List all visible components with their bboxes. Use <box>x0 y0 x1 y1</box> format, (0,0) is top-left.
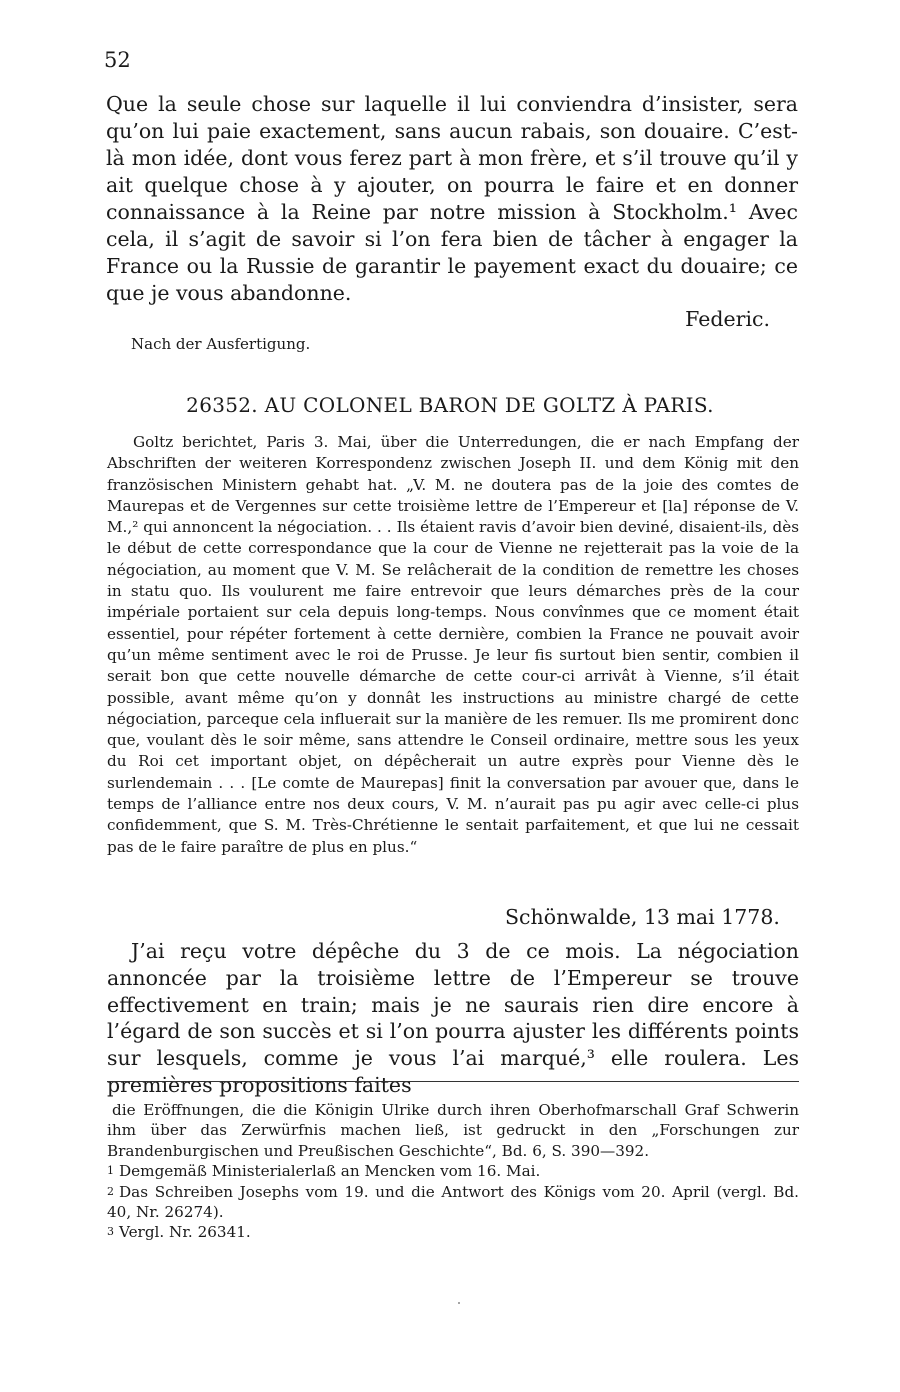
page-number: 52 <box>104 48 131 72</box>
footnote-item <box>107 1182 799 1223</box>
document-summary <box>107 432 799 858</box>
footnote-text: Das Schreiben Josephs vom 19. und die Antwort des Königs vom 20. April (vergl. Bd. 40, Nr. 26274). <box>107 1182 799 1222</box>
footnote-mark: 1 <box>107 1164 114 1178</box>
footnotes <box>107 1100 799 1243</box>
footnote-text: die Eröffnungen, die die Königin Ulrike durch ihren Oberhofmarschall Graf Schwerin ihm über das Zerwürfnis machen ließ, ist gedruckt in den „Forschungen zur Brandenburgischen und Preußischen Geschichte“, Bd. 6, S. 390—392. <box>107 1101 799 1160</box>
footnote-divider <box>107 1081 799 1082</box>
response-paragraph: J’ai reçu votre dépêche du 3 de ce mois. La négociation annoncée par la troisième lettre de l’Empereur se trouve effectivement en train; mais je ne saurais rien dire encore à l’égard de son succès et si l’on pourra ajuster les différents points sur lesquels, comme je vous l’ai marqué,³ elle roulera. Les premières propositions faites <box>107 939 799 1097</box>
page-speck <box>458 1302 460 1304</box>
response-body <box>107 938 799 1099</box>
letter-body-text: Que la seule chose sur laquelle il lui conviendra d’insister, sera qu’on lui paie exactement, sans aucun rabais, son douaire. C’est-là mon idée, dont vous ferez part à mon frère, et s’il trouve qu’il y ait quelque chose à y ajouter, on pourra le faire et en donner connaissance à la Reine par notre mission à Stockholm.¹ Avec cela, il s’agit de savoir si l’on fera bien de tâcher à engager la France ou la Russie de garantir le payement exact du douaire; ce que je vous abandonne. <box>106 92 798 305</box>
letter-signature: Federic. <box>685 307 770 331</box>
footnote-mark: 2 <box>107 1184 114 1198</box>
footnote-text: Vergl. Nr. 26341. <box>119 1223 251 1242</box>
footnote-text: Demgemäß Ministerialerlaß an Mencken vom 16. Mai. <box>119 1162 541 1181</box>
footnote-mark: 3 <box>107 1225 114 1239</box>
footnote-item <box>107 1222 799 1242</box>
summary-paragraph: Goltz berichtet, Paris 3. Mai, über die Unterredungen, die er nach Empfang der Abschriften der weiteren Korrespondenz zwischen Joseph II. und dem König mit den französischen Ministern gehabt hat. „V. M. ne doutera pas de la joie des comtes de Maurepas et de Vergennes sur cette troisième lettre de l’Empereur et [la] réponse de V. M.,² qui annoncent la négociation. . . Ils étaient ravis d’avoir bien deviné, disaient-ils, dès le début de cette correspondance que la cour de Vienne ne rejetterait pas la voie de la négociation, au moment que V. M. Se relâcherait de la condition de remettre les choses in statu quo. Ils voulurent me faire entrevoir que leurs démarches près de la cour impériale portaient sur cela depuis long-temps. Nous convînmes que ce moment était essentiel, pour répéter fortement à cette dernière, combien la France ne pouvait avoir qu’un même sentiment avec le roi de Prusse. Je leur fis surtout bien sentir, combien il serait bon que cette nouvelle démarche de cette cour-ci arrivât à Vienne, s’il était possible, avant même qu’on y donnât les instructions au ministre chargé de cette négociation, parceque cela influerait sur la manière de les remuer. Ils me promirent donc que, voulant dès le soir même, sans attendre le Conseil ordinaire, mettre sous les yeux du Roi cet important objet, on dépêcherait un autre exprès pour Vienne dès le surlendemain . . . [Le comte de Maurepas] finit la conversation par avouer que, dans le temps de l’alliance entre nos deux cours, V. M. n’aurait pas pu agir avec celle-ci plus confidemment, que S. M. Très-Chrétienne le sentait parfaitement, et que lui ne cessait pas de le faire paraître de plus en plus.“ <box>107 433 799 856</box>
footnote-item <box>107 1161 799 1181</box>
source-note: Nach der Ausfertigung. <box>131 335 311 353</box>
footnote-item <box>107 1100 799 1161</box>
document-heading: 26352. AU COLONEL BARON DE GOLTZ À PARIS. <box>186 393 714 417</box>
dateline: Schönwalde, 13 mai 1778. <box>505 905 780 929</box>
